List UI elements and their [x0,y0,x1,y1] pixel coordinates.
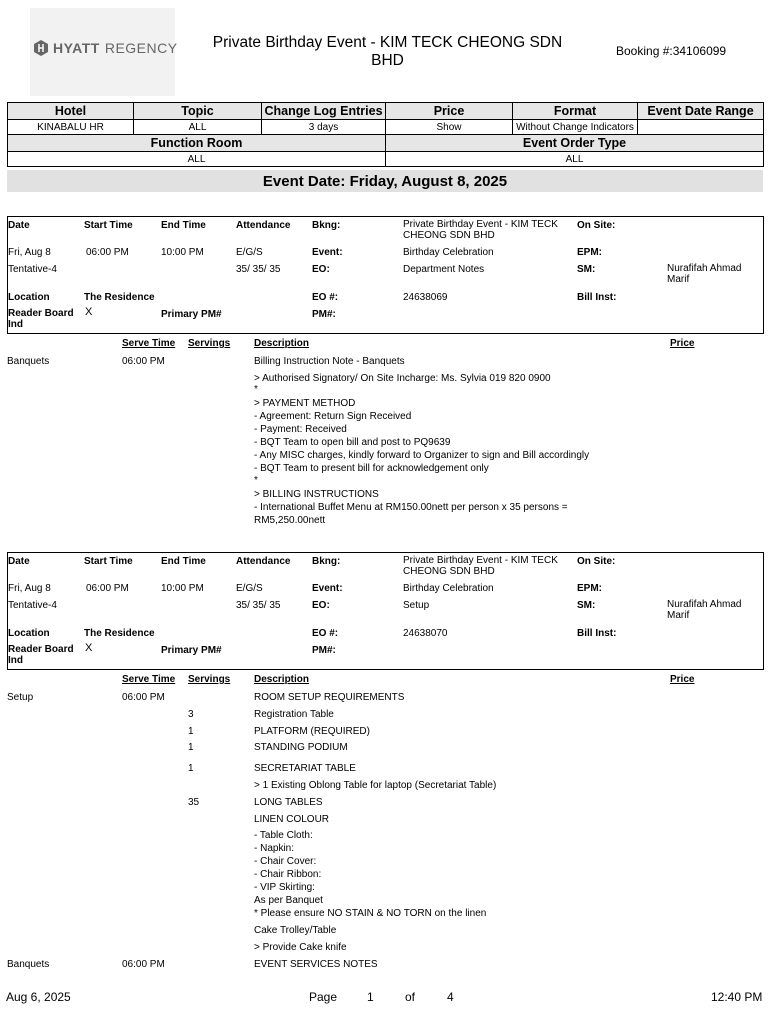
value-location: The Residence [84,628,155,639]
setup-item-text: - Chair Ribbon: [254,869,322,880]
desc-line: - Payment: Received [254,424,347,435]
label-event: Event: [312,247,343,258]
label-start-time: Start Time [84,556,133,567]
label-on-site: On Site: [577,220,616,231]
col-header-price: Price [670,674,695,685]
value-status: Tentative-4 [8,600,57,611]
report-parameters-table [7,102,764,167]
setup-item-text: > Provide Cake knife [254,942,347,953]
next-section-serve-time: 06:00 PM [122,959,165,970]
label-eo-number: EO #: [312,292,339,303]
document-title: Private Birthday Event - KIM TECK CHEONG SDN BHD [212,34,563,69]
params-header-row [8,103,764,120]
desc-line: - Agreement: Return Sign Received [254,411,412,422]
section-serve-time: 06:00 PM [122,692,165,703]
desc-line: * [254,475,258,486]
value-end-time: 10:00 PM [161,583,204,594]
setup-item-text: - Chair Cover: [254,856,317,867]
label-primary-pm: Primary PM# [161,645,222,656]
value-end-time: 10:00 PM [161,247,204,258]
footer-time: 12:40 PM [711,990,763,1004]
desc-line: Billing Instruction Note - Banquets [254,356,405,367]
value-event: Birthday Celebration [403,583,494,594]
setup-item-text: SECRETARIAT TABLE [254,763,356,774]
label-attendance: Attendance [236,220,291,231]
col-header-description: Description [254,674,310,685]
footer-total-pages: 4 [447,990,454,1004]
param-value-event-order-type: ALL [386,152,764,167]
desc-line: - Any MISC charges, kindly forward to Organizer to sign and Bill accordingly [254,450,590,461]
setup-item-text: LONG TABLES [254,797,323,808]
label-event: Event: [312,583,343,594]
value-sm: Nurafifah Ahmad Marif [667,599,742,621]
setup-item-text: LINEN COLOUR [254,814,330,825]
setup-item-text: - VIP Skirting: [254,882,315,893]
setup-item-text: As per Banquet [254,895,323,906]
section-category: Setup [7,692,34,703]
param-header-date-range: Event Date Range [638,103,764,120]
value-start-time: 06:00 PM [86,583,129,594]
label-on-site: On Site: [577,556,616,567]
setup-item-text: PLATFORM (REQUIRED) [254,726,370,737]
value-attendance: 35/ 35/ 35 [236,600,281,611]
desc-line: > Authorised Signatory/ On Site Incharge: Ms. Sylvia 019 820 0900 [254,373,551,384]
param-header-price: Price [386,103,513,120]
label-sm: SM: [577,600,596,611]
param-value-change-log: 3 days [262,120,386,135]
logo-text-light: REGENCY [104,40,178,56]
next-section-category: Banquets [7,959,50,970]
event-info-block-2 [7,552,764,670]
label-bkng: Bkng: [312,556,341,567]
label-bkng: Bkng: [312,220,341,231]
param-header-hotel: Hotel [8,103,134,120]
value-start-time: 06:00 PM [86,247,129,258]
label-reader-board: Reader Board Ind [8,308,74,330]
desc-line: > PAYMENT METHOD [254,398,356,409]
setup-item-text: * Please ensure NO STAIN & NO TORN on the linen [254,908,487,919]
col-header-servings: Servings [188,338,231,349]
param-header-function-room: Function Room [8,135,386,152]
value-location: The Residence [84,292,155,303]
col-header-servings: Servings [188,674,231,685]
param-value-topic: ALL [134,120,262,135]
label-epm: EPM: [577,247,602,258]
desc-line: - International Buffet Menu at RM150.00nett per person x 35 persons = [254,502,568,513]
label-sm: SM: [577,264,596,275]
label-eo-number: EO #: [312,628,339,639]
setup-item-text: Registration Table [254,709,334,720]
label-date: Date [8,220,30,231]
params-header-row-2 [8,135,764,152]
setup-item-text: - Table Cloth: [254,830,313,841]
footer-page-number: 1 [367,990,374,1004]
col-header-serve-time: Serve Time [122,338,176,349]
value-bkng: Private Birthday Event - KIM TECK CHEONG SDN BHD [403,219,558,241]
value-date: Fri, Aug 8 [8,583,51,594]
params-value-row-2 [8,152,764,167]
param-value-function-room: ALL [8,152,386,167]
value-eo: Setup [403,600,430,611]
label-epm: EPM: [577,583,602,594]
param-value-date-range [638,120,764,135]
value-attendance: 35/ 35/ 35 [236,264,281,275]
section-category: Banquets [7,356,50,367]
value-bkng: Private Birthday Event - KIM TECK CHEONG SDN BHD [403,555,558,577]
setup-item-servings: 1 [188,742,194,753]
label-reader-board: Reader Board Ind [8,644,74,666]
event-info-block-1 [7,216,764,334]
param-header-change-log: Change Log Entries [262,103,386,120]
label-attendance: Attendance [236,556,291,567]
param-header-topic: Topic [134,103,262,120]
label-location: Location [8,292,50,303]
desc-line: - BQT Team to open bill and post to PQ9639 [254,437,451,448]
desc-line: > BILLING INSTRUCTIONS [254,489,379,500]
param-value-hotel: KINABALU HR [8,120,134,135]
col-header-description: Description [254,338,310,349]
param-header-event-order-type: Event Order Type [386,135,764,152]
setup-item-servings: 1 [188,763,194,774]
setup-item-text: Cake Trolley/Table [254,925,337,936]
value-eo-number: 24638069 [403,292,448,303]
setup-item-text: ROOM SETUP REQUIREMENTS [254,692,405,703]
label-start-time: Start Time [84,220,133,231]
params-value-row [8,120,764,135]
setup-item-servings: 35 [188,797,200,808]
label-bill-inst: Bill Inst: [577,292,617,303]
value-event: Birthday Celebration [403,247,494,258]
setup-item-text: - Napkin: [254,843,295,854]
hyatt-logo [34,40,178,56]
desc-line: RM5,250.00nett [254,515,326,526]
footer-date: Aug 6, 2025 [6,990,71,1004]
value-sm: Nurafifah Ahmad Marif [667,263,742,285]
value-date: Fri, Aug 8 [8,247,51,258]
label-primary-pm: Primary PM# [161,309,222,320]
setup-item-text: STANDING PODIUM [254,742,348,753]
label-location: Location [8,628,50,639]
value-reader-board: X [85,306,93,318]
event-date-banner: Event Date: Friday, August 8, 2025 [7,170,763,192]
desc-line: * [254,384,258,395]
value-attendance-type: E/G/S [236,247,263,258]
booking-number: Booking #:34106099 [616,44,727,58]
hyatt-hexagon-icon [34,40,48,56]
label-pm: PM#: [312,309,336,320]
param-header-format: Format [513,103,638,120]
section-serve-time: 06:00 PM [122,356,165,367]
setup-item-servings: 1 [188,726,194,737]
value-eo: Department Notes [403,264,485,275]
desc-line: - BQT Team to present bill for acknowledgement only [254,463,489,474]
value-attendance-type: E/G/S [236,583,263,594]
label-pm: PM#: [312,645,336,656]
footer-page-label: Page [309,990,338,1004]
label-eo: EO: [312,600,330,611]
setup-item-servings: 3 [188,709,194,720]
value-eo-number: 24638070 [403,628,448,639]
param-value-price: Show [386,120,513,135]
col-header-price: Price [670,338,695,349]
label-bill-inst: Bill Inst: [577,628,617,639]
label-end-time: End Time [161,220,206,231]
label-eo: EO: [312,264,330,275]
col-header-serve-time: Serve Time [122,674,176,685]
footer-of-label: of [405,990,416,1004]
label-end-time: End Time [161,556,206,567]
value-reader-board: X [85,642,93,654]
param-value-format: Without Change Indicators [513,120,638,135]
logo-text-bold: HYATT [53,40,100,56]
value-status: Tentative-4 [8,264,57,275]
label-date: Date [8,556,30,567]
setup-item-text: > 1 Existing Oblong Table for laptop (Secretariat Table) [254,780,497,791]
next-section-text: EVENT SERVICES NOTES [254,959,378,970]
